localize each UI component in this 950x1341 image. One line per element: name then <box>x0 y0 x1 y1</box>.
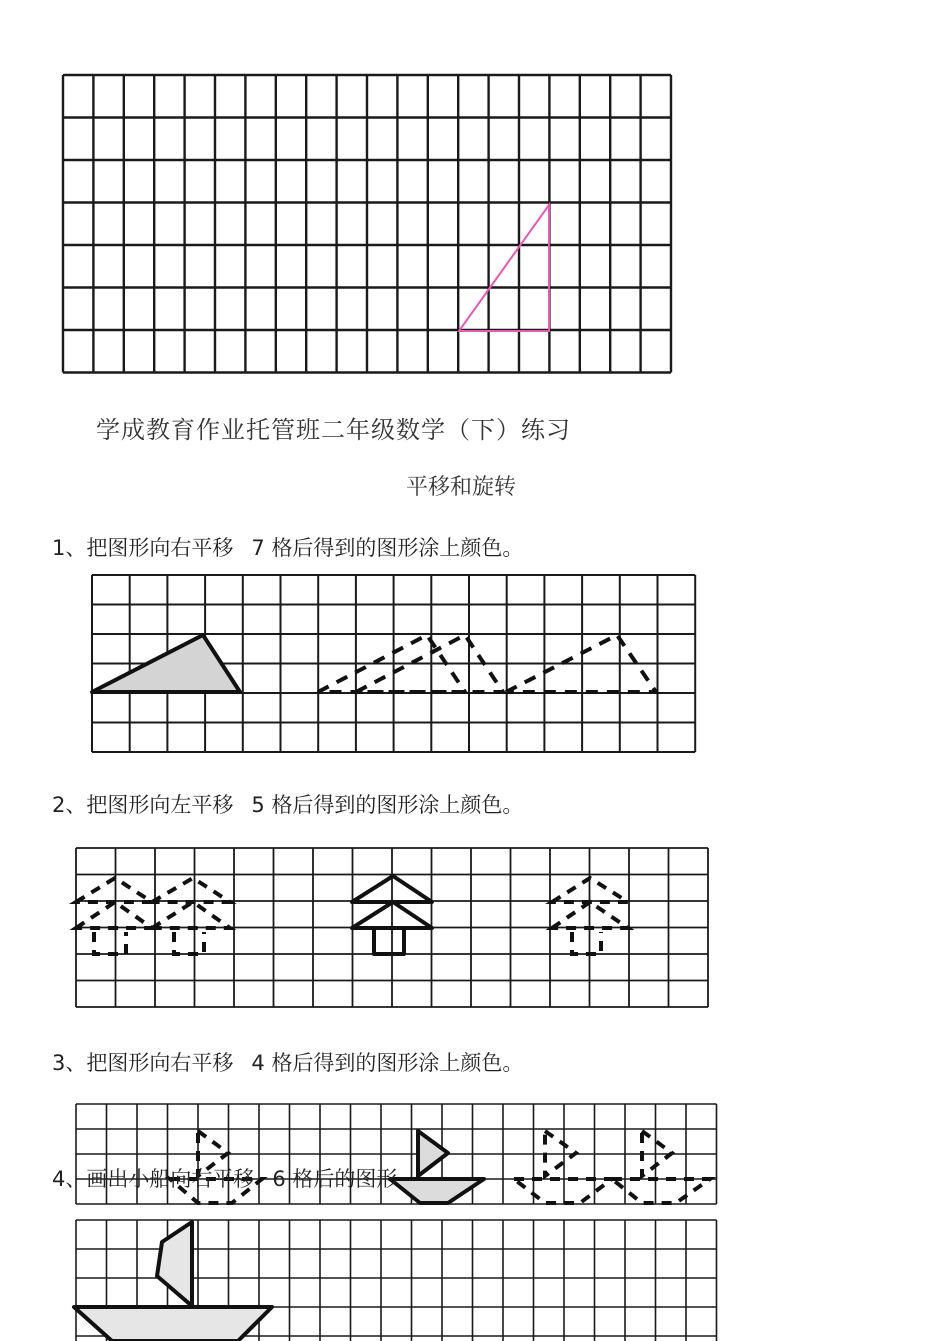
q4-boat <box>74 1222 272 1341</box>
q4-pre: 画出小船向右平移 <box>86 1167 255 1191</box>
q1-num: 1、 <box>52 536 87 560</box>
q1-post: 格后得到的图形涂上颜色。 <box>271 536 524 560</box>
q4-n: 6 <box>272 1167 286 1191</box>
q4-post: 格后的图形 <box>292 1167 398 1191</box>
q2-post: 格后得到的图形涂上颜色。 <box>271 793 524 817</box>
q1-n: 7 <box>251 536 265 560</box>
q3-pre: 把图形向右平移 <box>86 1051 234 1075</box>
q1-pre: 把图形向右平移 <box>86 536 234 560</box>
q4-num: 4、 <box>52 1167 87 1191</box>
q3-num: 3、 <box>52 1051 87 1075</box>
q2-num: 2、 <box>52 793 87 817</box>
worksheet-title: 学成教育作业托管班二年级数学（下）练习 <box>96 416 571 444</box>
worksheet-subtitle: 平移和旋转 <box>406 475 517 500</box>
q2-n: 5 <box>251 793 265 817</box>
q3-post: 格后得到的图形涂上颜色。 <box>271 1051 524 1075</box>
q3-n: 4 <box>251 1051 265 1075</box>
q2-pre: 把图形向左平移 <box>86 793 234 817</box>
